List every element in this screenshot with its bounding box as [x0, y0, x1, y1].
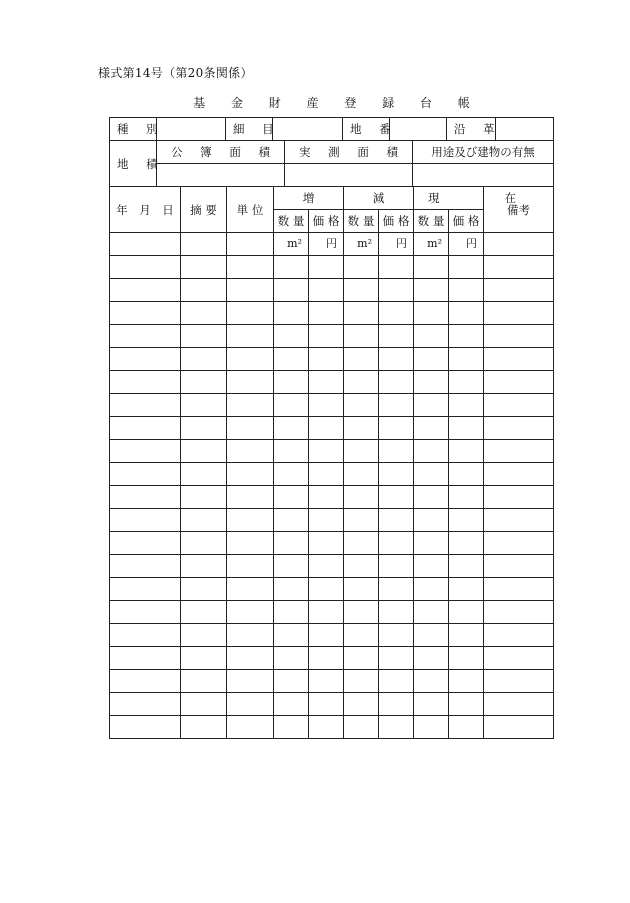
decrease-yen-unit: 円 [379, 233, 414, 256]
property-info-table [109, 117, 554, 141]
table-cell[interactable] [181, 486, 227, 509]
table-cell[interactable] [379, 417, 414, 440]
table-cell[interactable] [227, 716, 274, 739]
table-cell[interactable] [449, 463, 484, 486]
table-cell[interactable] [484, 578, 554, 601]
table-cell[interactable] [274, 716, 309, 739]
table-cell[interactable] [449, 555, 484, 578]
table-row [110, 486, 554, 509]
form-title: 基 金 財 産 登 録 台 帳 [193, 96, 481, 110]
table-cell[interactable] [484, 348, 554, 371]
table-cell[interactable] [110, 302, 181, 325]
summary-column-header: 摘 要 [181, 187, 227, 233]
table-cell[interactable] [449, 279, 484, 302]
table-cell[interactable] [484, 624, 554, 647]
decrease-area-unit: m² [344, 233, 379, 256]
table-cell[interactable] [344, 279, 379, 302]
table-cell[interactable] [414, 601, 449, 624]
table-cell[interactable] [227, 279, 274, 302]
table-cell[interactable] [110, 624, 181, 647]
table-cell[interactable] [274, 555, 309, 578]
decrease-price-header: 価 格 [379, 210, 414, 233]
table-cell[interactable] [379, 486, 414, 509]
registered-area-field[interactable] [157, 164, 285, 187]
table-cell[interactable] [181, 509, 227, 532]
table-cell[interactable] [227, 256, 274, 279]
table-cell[interactable] [309, 348, 344, 371]
table-cell[interactable] [227, 440, 274, 463]
type-field[interactable] [157, 118, 226, 141]
table-cell[interactable] [309, 486, 344, 509]
table-cell[interactable] [309, 624, 344, 647]
table-cell[interactable] [110, 647, 181, 670]
table-cell[interactable] [181, 256, 227, 279]
table-cell[interactable] [484, 647, 554, 670]
table-cell[interactable] [414, 532, 449, 555]
table-cell[interactable] [181, 578, 227, 601]
table-cell[interactable] [227, 601, 274, 624]
table-cell[interactable] [449, 417, 484, 440]
lot-number-field[interactable] [390, 118, 447, 141]
table-row [110, 716, 554, 739]
table-cell[interactable] [181, 601, 227, 624]
table-cell[interactable] [274, 624, 309, 647]
table-cell[interactable] [379, 279, 414, 302]
table-cell[interactable] [414, 256, 449, 279]
table-cell[interactable] [344, 394, 379, 417]
table-cell[interactable] [344, 647, 379, 670]
table-cell[interactable] [484, 325, 554, 348]
table-row [110, 279, 554, 302]
usage-label: 用途及び建物の有無 [413, 141, 554, 164]
table-row [110, 394, 554, 417]
table-cell[interactable] [181, 348, 227, 371]
date-column-header: 年 月 日 [110, 187, 181, 233]
table-cell[interactable] [484, 486, 554, 509]
table-cell[interactable] [227, 348, 274, 371]
table-cell[interactable] [181, 325, 227, 348]
table-cell[interactable] [274, 348, 309, 371]
table-cell[interactable] [227, 463, 274, 486]
table-cell[interactable] [227, 233, 274, 256]
table-cell[interactable] [227, 486, 274, 509]
table-cell[interactable] [379, 302, 414, 325]
table-cell[interactable] [414, 440, 449, 463]
table-cell[interactable] [449, 716, 484, 739]
table-cell[interactable] [110, 233, 181, 256]
table-cell[interactable] [309, 325, 344, 348]
table-cell[interactable] [344, 348, 379, 371]
table-cell[interactable] [309, 256, 344, 279]
table-cell[interactable] [110, 463, 181, 486]
table-cell[interactable] [227, 624, 274, 647]
increase-column-header: 増 [274, 187, 344, 210]
table-cell[interactable] [414, 693, 449, 716]
table-cell[interactable] [414, 578, 449, 601]
current-quantity-header: 数 量 [414, 210, 449, 233]
table-cell[interactable] [379, 670, 414, 693]
increase-quantity-header: 数 量 [274, 210, 309, 233]
table-cell[interactable] [344, 532, 379, 555]
usage-field[interactable] [413, 164, 554, 187]
table-cell[interactable] [181, 394, 227, 417]
table-cell[interactable] [484, 279, 554, 302]
table-cell[interactable] [379, 716, 414, 739]
table-cell[interactable] [414, 716, 449, 739]
table-cell[interactable] [344, 256, 379, 279]
table-cell[interactable] [274, 670, 309, 693]
unit-column-header: 単 位 [227, 187, 274, 233]
table-cell[interactable] [379, 256, 414, 279]
table-cell[interactable] [344, 693, 379, 716]
table-cell[interactable] [449, 394, 484, 417]
form-number-label: 様式第14号（第20条関係） [98, 66, 253, 80]
table-row [110, 325, 554, 348]
table-row [110, 624, 554, 647]
table-cell[interactable] [379, 394, 414, 417]
table-row [110, 693, 554, 716]
detail-field[interactable] [273, 118, 343, 141]
table-cell[interactable] [484, 463, 554, 486]
table-cell[interactable] [344, 302, 379, 325]
table-cell[interactable] [484, 670, 554, 693]
table-cell[interactable] [344, 440, 379, 463]
measured-area-label: 実 測 面 積 [285, 141, 413, 164]
table-cell[interactable] [227, 555, 274, 578]
table-cell[interactable] [484, 256, 554, 279]
remarks-column-header: 備考 [484, 187, 554, 233]
table-cell[interactable] [309, 532, 344, 555]
table-cell[interactable] [344, 417, 379, 440]
table-cell[interactable] [227, 647, 274, 670]
table-cell[interactable] [274, 463, 309, 486]
table-cell[interactable] [227, 693, 274, 716]
table-cell[interactable] [110, 394, 181, 417]
area-label: 地 積 [110, 141, 157, 187]
table-cell[interactable] [449, 371, 484, 394]
table-cell[interactable] [274, 601, 309, 624]
table-cell[interactable] [309, 716, 344, 739]
table-cell[interactable] [449, 509, 484, 532]
table-row [110, 670, 554, 693]
table-cell[interactable] [110, 555, 181, 578]
table-cell[interactable] [309, 417, 344, 440]
table-cell[interactable] [110, 509, 181, 532]
table-row [110, 578, 554, 601]
table-cell[interactable] [274, 440, 309, 463]
table-row [110, 256, 554, 279]
table-cell[interactable] [274, 578, 309, 601]
table-cell[interactable] [227, 670, 274, 693]
table-cell[interactable] [484, 716, 554, 739]
table-cell[interactable] [274, 647, 309, 670]
table-cell[interactable] [414, 555, 449, 578]
table-cell[interactable] [274, 256, 309, 279]
table-cell[interactable] [181, 555, 227, 578]
table-cell[interactable] [309, 693, 344, 716]
table-cell[interactable] [227, 509, 274, 532]
table-cell[interactable] [110, 417, 181, 440]
table-cell[interactable] [484, 601, 554, 624]
table-cell[interactable] [379, 647, 414, 670]
table-cell[interactable] [414, 670, 449, 693]
current-column-header: 現 在 [414, 187, 484, 210]
table-cell[interactable] [484, 532, 554, 555]
table-cell[interactable] [379, 371, 414, 394]
table-cell[interactable] [449, 532, 484, 555]
table-cell[interactable] [484, 394, 554, 417]
history-label: 沿 革 [447, 118, 496, 141]
table-cell[interactable] [274, 279, 309, 302]
table-cell[interactable] [227, 578, 274, 601]
table-cell[interactable] [414, 302, 449, 325]
decrease-quantity-header: 数 量 [344, 210, 379, 233]
table-cell[interactable] [344, 463, 379, 486]
table-cell[interactable] [181, 371, 227, 394]
unit-row [110, 233, 554, 256]
table-cell[interactable] [344, 371, 379, 394]
table-cell[interactable] [449, 486, 484, 509]
table-cell[interactable] [274, 325, 309, 348]
table-cell[interactable] [110, 693, 181, 716]
table-cell[interactable] [274, 417, 309, 440]
table-cell[interactable] [110, 256, 181, 279]
table-cell[interactable] [110, 440, 181, 463]
table-cell[interactable] [309, 578, 344, 601]
table-row [110, 371, 554, 394]
table-row [110, 555, 554, 578]
table-cell[interactable] [484, 417, 554, 440]
table-cell[interactable] [379, 555, 414, 578]
table-cell[interactable] [344, 325, 379, 348]
table-row [110, 348, 554, 371]
table-cell[interactable] [379, 601, 414, 624]
table-cell[interactable] [181, 440, 227, 463]
table-row [110, 601, 554, 624]
table-cell[interactable] [449, 440, 484, 463]
area-info-table [109, 140, 554, 187]
table-row [110, 302, 554, 325]
table-cell[interactable] [484, 371, 554, 394]
table-cell[interactable] [414, 509, 449, 532]
table-cell[interactable] [110, 670, 181, 693]
table-cell[interactable] [414, 486, 449, 509]
decrease-column-header: 減 [344, 187, 414, 210]
table-cell[interactable] [379, 693, 414, 716]
table-cell[interactable] [181, 693, 227, 716]
table-cell[interactable] [344, 555, 379, 578]
table-cell[interactable] [274, 486, 309, 509]
table-row [110, 440, 554, 463]
increase-area-unit: m² [274, 233, 309, 256]
table-cell[interactable] [181, 624, 227, 647]
table-cell[interactable] [309, 279, 344, 302]
table-cell[interactable] [344, 486, 379, 509]
table-cell[interactable] [274, 394, 309, 417]
table-cell[interactable] [309, 440, 344, 463]
table-cell[interactable] [449, 601, 484, 624]
table-cell[interactable] [309, 463, 344, 486]
table-cell[interactable] [110, 325, 181, 348]
table-cell[interactable] [484, 509, 554, 532]
table-cell[interactable] [227, 302, 274, 325]
lot-number-label: 地 番 [343, 118, 390, 141]
current-price-header: 価 格 [449, 210, 484, 233]
table-cell[interactable] [484, 302, 554, 325]
table-cell[interactable] [181, 417, 227, 440]
history-field[interactable] [496, 118, 554, 141]
increase-yen-unit: 円 [309, 233, 344, 256]
table-cell[interactable] [110, 486, 181, 509]
table-cell[interactable] [309, 647, 344, 670]
ledger-table [109, 186, 554, 739]
table-cell[interactable] [274, 371, 309, 394]
table-cell[interactable] [484, 440, 554, 463]
table-cell[interactable] [309, 601, 344, 624]
table-cell[interactable] [181, 670, 227, 693]
table-cell[interactable] [484, 555, 554, 578]
table-cell[interactable] [344, 578, 379, 601]
table-cell[interactable] [344, 509, 379, 532]
table-cell[interactable] [379, 624, 414, 647]
table-cell[interactable] [449, 624, 484, 647]
table-cell[interactable] [227, 325, 274, 348]
table-cell[interactable] [449, 325, 484, 348]
table-cell[interactable] [181, 279, 227, 302]
table-row [110, 509, 554, 532]
table-cell[interactable] [414, 348, 449, 371]
table-cell[interactable] [110, 348, 181, 371]
current-yen-unit: 円 [449, 233, 484, 256]
table-cell[interactable] [449, 578, 484, 601]
table-cell[interactable] [414, 463, 449, 486]
table-cell[interactable] [110, 279, 181, 302]
table-cell[interactable] [484, 693, 554, 716]
table-cell[interactable] [449, 647, 484, 670]
table-cell[interactable] [414, 417, 449, 440]
table-cell[interactable] [379, 440, 414, 463]
table-cell[interactable] [274, 693, 309, 716]
table-cell[interactable] [414, 624, 449, 647]
table-row [110, 463, 554, 486]
table-cell[interactable] [309, 670, 344, 693]
table-cell[interactable] [181, 532, 227, 555]
table-cell[interactable] [181, 302, 227, 325]
table-cell[interactable] [181, 716, 227, 739]
table-cell[interactable] [181, 647, 227, 670]
measured-area-field[interactable] [285, 164, 413, 187]
table-cell[interactable] [309, 302, 344, 325]
table-cell[interactable] [309, 371, 344, 394]
table-cell[interactable] [274, 532, 309, 555]
table-cell[interactable] [449, 670, 484, 693]
table-cell[interactable] [414, 647, 449, 670]
table-cell[interactable] [449, 256, 484, 279]
table-cell[interactable] [414, 394, 449, 417]
table-cell[interactable] [274, 302, 309, 325]
table-cell[interactable] [227, 532, 274, 555]
table-row [110, 417, 554, 440]
table-cell[interactable] [414, 279, 449, 302]
current-area-unit: m² [414, 233, 449, 256]
table-cell[interactable] [414, 371, 449, 394]
table-row [110, 647, 554, 670]
table-cell[interactable] [449, 302, 484, 325]
table-cell[interactable] [449, 693, 484, 716]
table-row [110, 532, 554, 555]
table-cell[interactable] [110, 371, 181, 394]
table-cell[interactable] [344, 670, 379, 693]
table-cell[interactable] [110, 716, 181, 739]
table-cell[interactable] [379, 578, 414, 601]
detail-label: 細 目 [226, 118, 273, 141]
table-cell[interactable] [484, 233, 554, 256]
table-cell[interactable] [309, 509, 344, 532]
table-cell[interactable] [379, 509, 414, 532]
table-cell[interactable] [227, 417, 274, 440]
ledger-sheet [109, 117, 553, 739]
table-cell[interactable] [449, 348, 484, 371]
table-cell[interactable] [110, 578, 181, 601]
table-cell[interactable] [110, 601, 181, 624]
table-cell[interactable] [227, 371, 274, 394]
table-cell[interactable] [227, 394, 274, 417]
table-cell[interactable] [379, 532, 414, 555]
table-cell[interactable] [309, 555, 344, 578]
table-cell[interactable] [181, 463, 227, 486]
table-cell[interactable] [414, 325, 449, 348]
table-cell[interactable] [379, 463, 414, 486]
type-label: 種 別 [110, 118, 157, 141]
table-cell[interactable] [344, 624, 379, 647]
table-cell[interactable] [344, 601, 379, 624]
table-cell[interactable] [344, 716, 379, 739]
increase-price-header: 価 格 [309, 210, 344, 233]
table-cell[interactable] [110, 532, 181, 555]
registered-area-label: 公 簿 面 積 [157, 141, 285, 164]
table-cell[interactable] [309, 394, 344, 417]
table-cell[interactable] [379, 348, 414, 371]
table-cell[interactable] [274, 509, 309, 532]
table-cell[interactable] [181, 233, 227, 256]
table-cell[interactable] [379, 325, 414, 348]
